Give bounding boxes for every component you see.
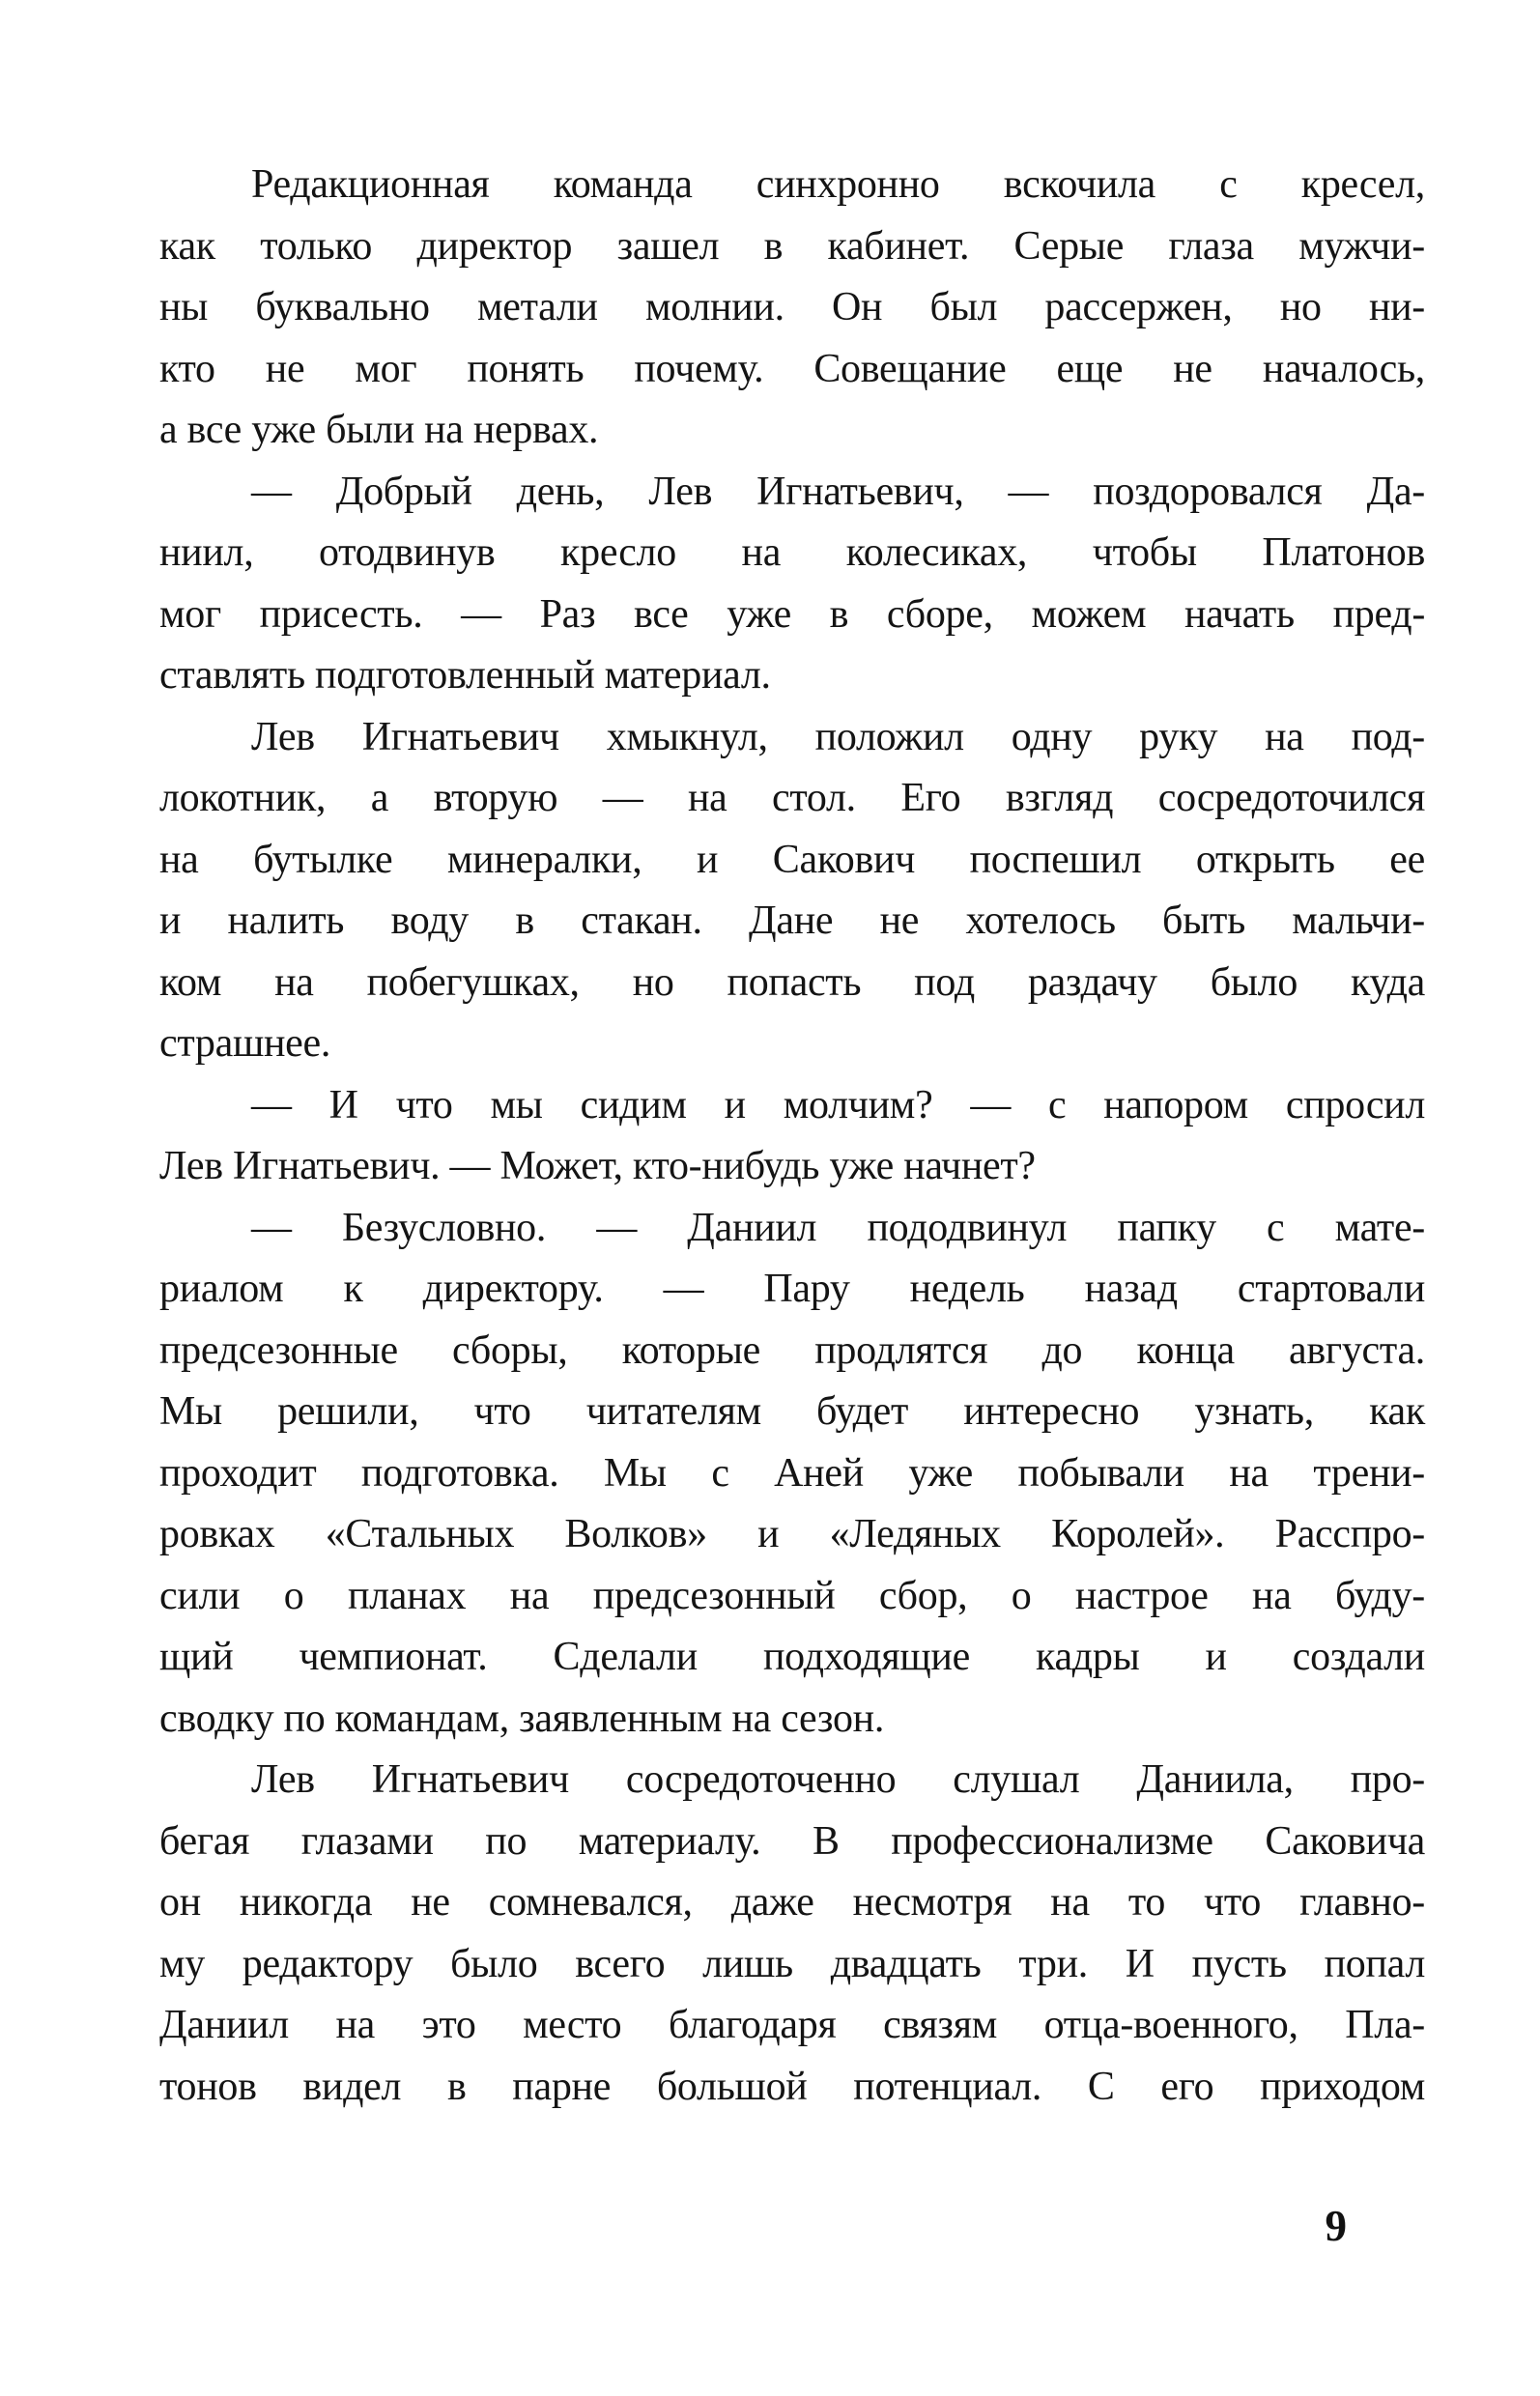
text-line: сили о планах на предсезонный сбор, о настрое на буду- xyxy=(159,1573,1425,1618)
text-line: как только директор зашел в кабинет. Серые глаза мужчи- xyxy=(159,223,1425,269)
text-line: риалом к директору. — Пару недель назад стартовали xyxy=(159,1267,1425,1311)
text-line: — Добрый день, Лев Игнатьевич, — поздоровался Да- xyxy=(251,469,1425,514)
text-line: Лев Игнатьевич хмыкнул, положил одну руку на под- xyxy=(251,714,1425,759)
text-line: ны буквально метали молнии. Он был рассержен, но ни- xyxy=(159,285,1425,329)
text-line: ровках «Стальных Волков» и «Ледяных Королей». Расспро- xyxy=(159,1512,1425,1556)
text-line: проходит подготовка. Мы с Аней уже побывали на трени- xyxy=(159,1450,1425,1496)
text-line: локотник, а вторую — на стол. Его взгляд сосредоточился xyxy=(159,776,1425,820)
text-line: мог присесть. — Раз все уже в сборе, можем начать пред- xyxy=(159,591,1425,637)
text-line: Лев Игнатьевич. — Может, кто-нибудь уже начнет? xyxy=(159,1144,1036,1188)
text-line: ком на побегушках, но попасть под раздачу было куда xyxy=(159,959,1425,1005)
text-line: на бутылке минералки, и Сакович поспешил открыть ее xyxy=(159,837,1425,882)
paragraph xyxy=(159,462,1425,707)
text-line: бегая глазами по материалу. В профессионализме Саковича xyxy=(159,1818,1425,1864)
text-line: Мы решили, что читателям будет интересно узнать, как xyxy=(159,1389,1425,1434)
text-line: Даниил на это место благодаря связям отца-военного, Пла- xyxy=(159,2003,1425,2047)
text-line: — Безусловно. — Даниил пододвинул папку с мате- xyxy=(251,1205,1425,1250)
text-line: тонов видел в парне большой потенциал. С его приходом xyxy=(159,2064,1425,2109)
book-page-text xyxy=(159,155,1425,2118)
paragraph xyxy=(159,1750,1425,2118)
text-line: щий чемпионат. Сделали подходящие кадры и создали xyxy=(159,1635,1425,1679)
text-line: му редактору было всего лишь двадцать три. И пусть попал xyxy=(159,1941,1425,1986)
text-line: страшнее. xyxy=(159,1021,331,1066)
paragraph xyxy=(159,1075,1425,1198)
text-line: и налить воду в стакан. Дане не хотелось быть мальчи- xyxy=(159,898,1425,943)
paragraph xyxy=(159,1198,1425,1751)
text-line: кто не мог понять почему. Совещание еще не началось, xyxy=(159,346,1425,391)
paragraph xyxy=(159,155,1425,462)
text-line: Лев Игнатьевич сосредоточенно слушал Даниила, про- xyxy=(251,1757,1425,1802)
text-line: Редакционная команда синхронно вскочила с кресел, xyxy=(251,162,1425,207)
text-line: он никогда не сомневался, даже несмотря на то что главно- xyxy=(159,1880,1425,1925)
text-line: ставлять подготовленный материал. xyxy=(159,653,771,698)
page-number: 9 xyxy=(1325,2202,1347,2250)
text-line: предсезонные сборы, которые продлятся до конца августа. xyxy=(159,1327,1425,1373)
text-line: — И что мы сидим и молчим? — с напором спросил xyxy=(251,1082,1425,1127)
paragraph xyxy=(159,707,1425,1075)
text-line: ниил, отодвинув кресло на колесиках, чтобы Платонов xyxy=(159,530,1425,575)
text-line: сводку по командам, заявленным на сезон. xyxy=(159,1696,885,1741)
text-line: а все уже были на нервах. xyxy=(159,408,599,452)
